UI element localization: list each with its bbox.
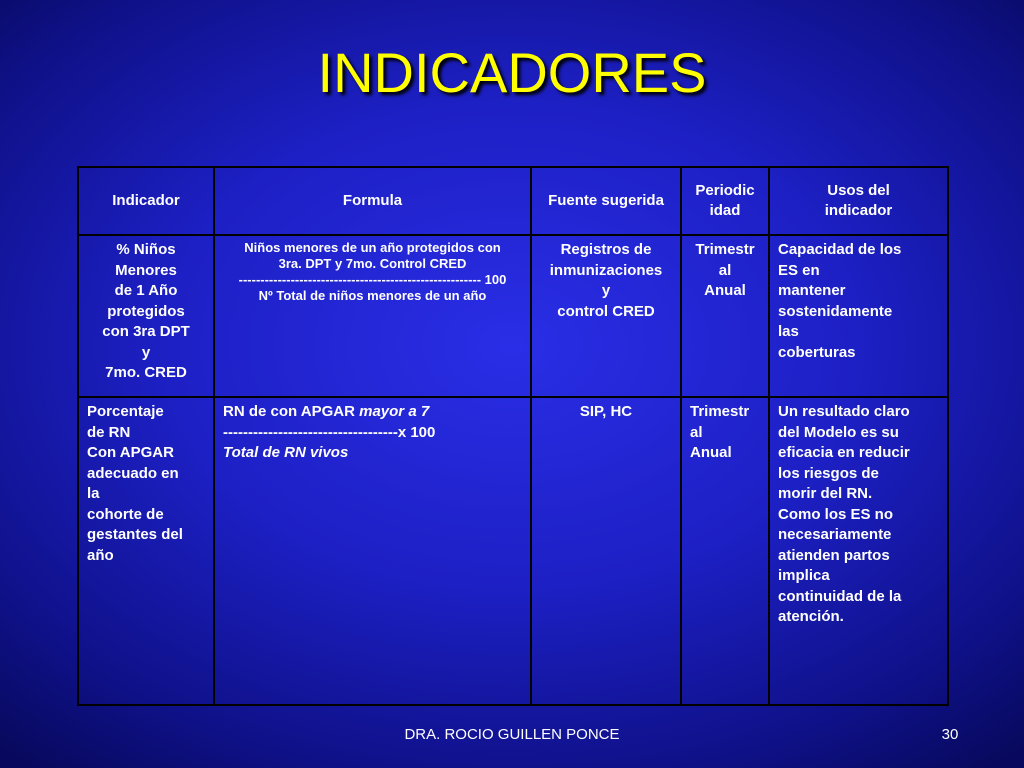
row1-fuente: Registros de inmunizaciones y control CRED <box>531 235 681 397</box>
page-number: 30 <box>941 726 959 743</box>
header-periodicidad: Periodic idad <box>681 167 769 235</box>
table-header-row <box>78 167 948 235</box>
row2-indicador: Porcentaje de RN Con APGAR adecuado en la cohorte de gestantes del año <box>78 397 214 705</box>
row2-fuente: SIP, HC <box>531 397 681 705</box>
row2-formula <box>214 397 531 705</box>
row2-periodicidad: Trimestr al Anual <box>681 397 769 705</box>
header-indicador: Indicador <box>78 167 214 235</box>
row2-usos: Un resultado claro del Modelo es su eficacia en reducir los riesgos de morir del RN. Como los ES no necesariamente atienden partos implica continuidad de la atención. <box>769 397 948 705</box>
table-row <box>78 235 948 397</box>
footer-author: DRA. ROCIO GUILLEN PONCE <box>404 726 620 743</box>
indicators-table <box>77 166 949 706</box>
row2-formula-divider: -----------------------------------x 100 <box>223 423 436 441</box>
header-fuente-sugerida: Fuente sugerida <box>531 167 681 235</box>
row1-indicador: % Niños Menores de 1 Año protegidos con 3ra DPT y 7mo. CRED <box>78 235 214 397</box>
row2-formula-numerator: RN de con APGAR mayor a 7 <box>223 403 430 420</box>
header-usos-del-indicador: Usos del indicador <box>769 167 948 235</box>
header-formula: Formula <box>214 167 531 235</box>
row2-formula-denominator: Total de RN vivos <box>223 444 349 461</box>
row1-usos: Capacidad de los ES en mantener sostenidamente las coberturas <box>769 235 948 397</box>
table-row <box>78 397 948 705</box>
row1-formula: Niños menores de un año protegidos con 3ra. DPT y 7mo. Control CRED -------------------------------------------------------- 100 Nº Total de niños menores de un año <box>214 235 531 397</box>
slide-title: INDICADORES <box>317 41 707 104</box>
row1-periodicidad: Trimestr al Anual <box>681 235 769 397</box>
